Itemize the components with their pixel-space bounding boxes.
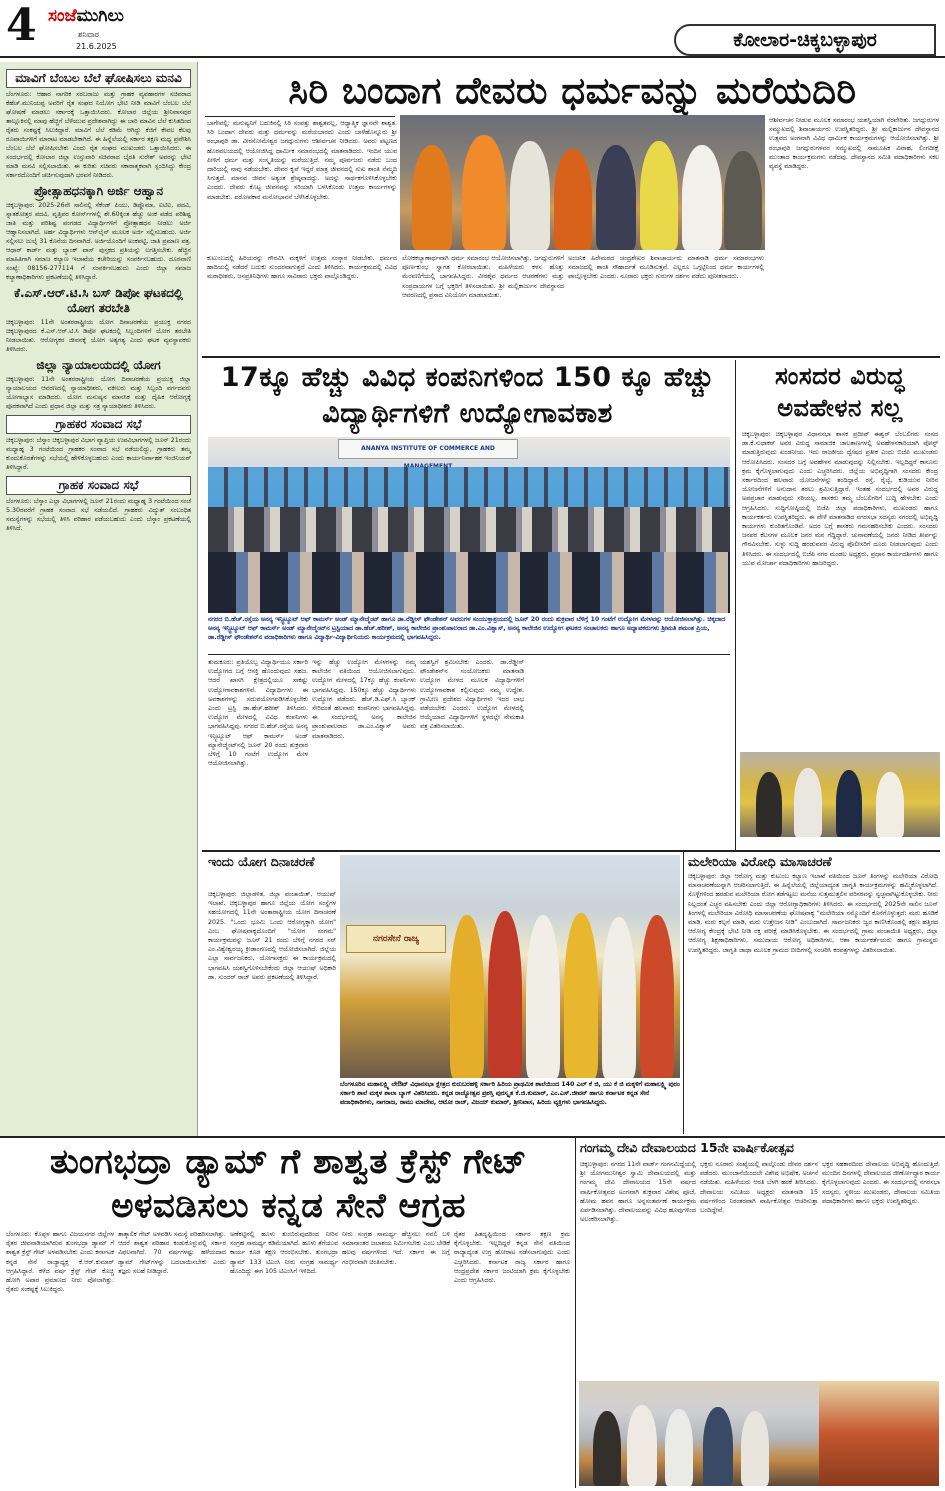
institute-banner: ANANYA INSTITUTE OF COMMERCE AND bbox=[338, 439, 518, 459]
story6-col2: ತಾತ್ಕಾಲಿಕ ಗೇಟ್ ಅಳವಡಿಸಿ ಸಮಸ್ಯೆ ಪರಿಹರಿಸಲಾಗಿತ್ತು. ಆದರೆ ಶಾಶ್ವತ ಪರಿಹಾರ ಕಂಡುಕೊಳ್ಳುವಲ್ಲಿ ಸರ್ಕಾರ ವಿಫಲವಾಗಿದೆ. 70 ವರ್ಷಗಳಷ್ಟು ಹಳೆಯದಾದ ಡ್ಯಾಮ್ ಗೇಟ್‌ಗಳನ್ನು ಬದಲಾಯಿಸಬೇಕು ಎಂದು ತಜ್ಞರು ಸಲಹೆ ನೀಡಿದ್ದಾರೆ. bbox=[118, 1231, 226, 1275]
brief-3-title: ಕೆ.ಎಸ್.ಆರ್.ಟಿ.ಸಿ ಬಸ್ ಡಿಪೋ ಘಟಕದಲ್ಲಿ ಯೋಗ ತರಬೇತಿ bbox=[14, 286, 183, 315]
front-seated-row bbox=[208, 552, 730, 613]
story3-text: ಚಿಕ್ಕಬಳ್ಳಾಪುರ: ಚಿಕ್ಕಬಳ್ಳಾಪುರ ವಿಧಾನಸಭಾ ಶಾಸಕ ಪ್ರದೀಪ್ ಈಶ್ವರ್ ಬೆಂಬಲಿಗರು ಸಂಸದ ಡಾ.ಕೆ.ಸುಧಾಕರ್ ಅವರ ವಿರುದ್ಧ ಸಾಮಾಜಿಕ ಜಾಲತಾಣಗಳಲ್ಲಿ ಅವಹೇಳನಕಾರಿಯಾಗಿ ಪೋಸ್ಟ್ ಮಾಡುತ್ತಿರುವುದು ಖಂಡನೀಯ. ಇದು ರಾಜಕೀಯ ದ್ವೇಷದ ಪ್ರತೀಕ ಎಂದು ಬಿಜೆಪಿ ಮುಖಂಡರು ಆರೋಪಿಸಿದರು. ಸಂಸದರ ಬಗ್ಗೆ ಅವಹೇಳನ ಮಾಡುವುದನ್ನು ನಿಲ್ಲಿಸಬೇಕು. ಇಲ್ಲದಿದ್ದರೆ ಕಾನೂನು ಕ್ರಮ ಕೈಗೊಳ್ಳಲಾಗುವುದು ಎಂದು ಎಚ್ಚರಿಸಿದರು. ಜಿಲ್ಲೆಯ ಅಭಿವೃದ್ಧಿಗಾಗಿ ಸಂಸದರು ಕೇಂದ್ರ ಸರ್ಕಾರದಿಂದ ಹಲವಾರು ಯೋಜನೆಗಳನ್ನು ತಂದಿದ್ದಾರೆ. ರಸ್ತೆ, ರೈಲ್ವೆ, ಕುಡಿಯುವ ನೀರಿನ ಯೋಜನೆಗಳಿಗೆ ಅನುದಾನ ತರಲು ಶ್ರಮಿಸುತ್ತಿದ್ದಾರೆ. ಇಂತಹ ಸಂದರ್ಭದಲ್ಲಿ ಅವರ ವಿರುದ್ಧ ಅಪಪ್ರಚಾರ ಮಾಡುವುದು ಸರಿಯಲ್ಲ. ಶಾಸಕರು ತಮ್ಮ ಬೆಂಬಲಿಗರಿಗೆ ಬುದ್ಧಿ ಹೇಳಬೇಕು ಎಂದು ಆಗ್ರಹಿಸಿದರು. ಸುದ್ದಿಗೋಷ್ಠಿಯಲ್ಲಿ ಬಿಜೆಪಿ ಜಿಲ್ಲಾ ಪದಾಧಿಕಾರಿಗಳು, ಮುಖಂಡರು ಹಾಗೂ ಕಾರ್ಯಕರ್ತರು ಉಪಸ್ಥಿತರಿದ್ದರು. ಈ ವೇಳೆ ಮಾತನಾಡಿದ ನಗರಸಭಾ ಸದಸ್ಯರು ನಗರದಲ್ಲಿ ಅಭಿವೃದ್ಧಿ ಕಾರ್ಯಗಳು ಕುಂಠಿತಗೊಂಡಿವೆ. ಅದರ ಬಗ್ಗೆ ಶಾಸಕರು ಗಮನಹರಿಸಬೇಕು ಎಂದರು. ಸಂಸದರು ಜನಪರ ಕೆಲಸಗಳ ಮೂಲಕ ಜನರ ಮನ ಗೆದ್ದಿದ್ದಾರೆ. ಚುನಾವಣೆಯಲ್ಲಿ ಜನರು ನೀಡಿದ ತೀರ್ಪನ್ನು ಗೌರವಿಸಬೇಕು. ಸುಳ್ಳು ಸುದ್ದಿ ಹರಡುವವರ ವಿರುದ್ಧ ಪೊಲೀಸರಿಗೆ ದೂರು ನೀಡಲಾಗುವುದು ಎಂದು ತಿಳಿಸಿದರು. ಈ ಸಂದರ್ಭದಲ್ಲಿ ಬಿಜೆಪಿ ನಗರ ಮಂಡಲ ಅಧ್ಯಕ್ಷರು, ಪ್ರಧಾನ ಕಾರ್ಯದರ್ಶಿಗಳು ಹಾಗೂ ಯುವ ಮೋರ್ಚಾ ಪದಾಧಿಕಾರಿಗಳು ಹಾಜರಿದ್ದರು. bbox=[742, 431, 938, 567]
story7-col3: ಭಕ್ತರ ಸಹಕಾರದಿಂದ ದೇವಾಲಯ ಅಭಿವೃದ್ಧಿ ಹೊಂದುತ್ತಿದೆ. ಮುಂದಿನ ದಿನಗಳಲ್ಲಿ ದೇವಾಲಯದ ಜೀರ್ಣೋದ್ಧಾರ ಕಾರ್ಯ ಕೈಗೊಳ್ಳಲಾಗುವುದು ಎಂದರು. ಈ ಸಂದರ್ಭದಲ್ಲಿ ನಗರಸಭಾ ಸದಸ್ಯರು, ಸ್ಥಳೀಯ ಮುಖಂಡರು, ದೇವಾಲಯ ಸಮಿತಿಯ ಪದಾಧಿಕಾರಿಗಳು ಹಾಗೂ ಭಕ್ತರು ಉಪಸ್ಥಿತರಿದ್ದರು. bbox=[822, 1161, 940, 1205]
story2-group-photo bbox=[208, 437, 730, 613]
story2-headline: 17ಕ್ಕೂ ಹೆಚ್ಚು ವಿವಿಧ ಕಂಪನಿಗಳಿಂದ 150 ಕ್ಕೂ ಹೆಚ್ಚು ವಿದ್ಯಾರ್ಥಿಗಳಿಗೆ ಉದ್ಯೋಗಾವಕಾಶ bbox=[220, 362, 715, 429]
divider bbox=[202, 356, 940, 358]
story2-caption: ನಗರದ ಬಿ.ಹೆಚ್.ರಸ್ತೆಯ ಅನನ್ಯ ಇನ್ಸ್ಟಿಟ್ಯೂಟ್ ಆಫ್ ಕಾಮರ್ಸ್ ಅಂಡ್ ಮ್ಯಾನೇಜ್ಮೆಂಟ್ ಹಾಗೂ ಡಾ.ರೆಡ್ಡೀಸ್ ಫೌಂಡೇಶನ್ ಅವರುಗಳ ಸಂಯುಕ್ತಾಶ್ರಯದಲ್ಲಿ ಜೂನ್ 20 ರಂದು ಶುಕ್ರವಾರ ಬೆಳಿಗ್ಗೆ 10 ಗಂಟೆಗೆ ಉದ್ಯೋಗ ಮೇಳವನ್ನು ಆಯೋಜಿಸಲಾಗಿತ್ತು. ಚಿಕ್ಕದಾದ ಅನನ್ಯ ಇನ್ಸ್ಟಿಟ್ಯೂಟ್ ಆಫ್ ಕಾಮರ್ಸ್ ಅಂಡ್ ಮ್ಯಾನೇಜ್ಮೆಂಟ್‌ನ ಟ್ರಸ್ಟಿಯಾದ ಡಾ.ಹೆಚ್.ಹರೀಶ್, ಅನನ್ಯ ಕಾಲೇಜಿನ ಪ್ರಾಂಶುಪಾಲರಾದ ಡಾ.ಎಂ.ವಿಶ್ವಾಸ್, ಅನನ್ಯ ಕಾಲೇಜಿನ ಉದ್ಯೋಗ ಘಟಕದ ಸಂಚಾಲಕರು ಹಾಗೂ ಅಧ್ಯಾಪಕರುಗಳು ಶ್ರೀಮತಿ ಶಮಂತ ಪ್ರಿಯ, ಡಾ.ರೆಡ್ಡೀಸ್ ಫೌಂಡೇಶನ್‌ನ ಪದಾಧಿಕಾರಿಗಳು ಹಾಗೂ ವಿದ್ಯಾರ್ಥಿ-ವಿದ್ಯಾರ್ಥಿನಿಯರು ಕಾರ್ಯಕ್ರಮದಲ್ಲಿ ಭಾಗವಹಿಸಿದ್ದರು. bbox=[208, 616, 726, 641]
brief-6-text: ಬೆಂಗಳೂರು: ಬೆಸ್ಕಾಂ ಎಲ್ಲಾ ವಿಭಾಗಗಳಲ್ಲಿ ಜೂನ್ 21ರಂದು ಮಧ್ಯಾಹ್ನ 3 ಗಂಟೆಯಿಂದ ಸಂಜೆ 5.30ರವರೆಗೆ ಗ್ರಾಹಕ ಸಂವಾದ ಸಭೆ ನಡೆಯಲಿದೆ. ಗ್ರಾಹಕರು ವಿದ್ಯುತ್ ಸಂಬಂಧಿತ ಸಮಸ್ಯೆಗಳನ್ನು ಸಭೆಯಲ್ಲಿ ತಿಳಿಸಿ ಪರಿಹಾರ ಪಡೆಯಬಹುದು ಎಂದು ಬೆಸ್ಕಾಂ ಪ್ರಕಟಣೆಯಲ್ಲಿ ತಿಳಿಸಿದೆ. bbox=[6, 498, 192, 532]
brief-5-text: ಚಿಕ್ಕಬಳ್ಳಾಪುರ: ಬೆಸ್ಕಾಂ ಚಿಕ್ಕಬಳ್ಳಾಪುರ ವಿಭಾಗ ವ್ಯಾಪ್ತಿಯ ಉಪವಿಭಾಗಗಳಲ್ಲಿ ಜೂನ್ 21ರಂದು ಮಧ್ಯಾಹ್ನ 3 ಗಂಟೆಯಿಂದ ಗ್ರಾಹಕರ ಸಂವಾದ ಸಭೆ ನಡೆಯಲಿದ್ದು, ಗ್ರಾಹಕರು ತಮ್ಮ ಕುಂದುಕೊರತೆಗಳನ್ನು ಸಭೆಯಲ್ಲಿ ಹೇಳಿಕೊಳ್ಳಬಹುದು ಎಂದು ಕಾರ್ಯನಿರ್ವಾಹಕ ಇಂಜಿನಿಯರ್ ತಿಳಿಸಿದ್ದಾರೆ. bbox=[6, 437, 191, 471]
students-back-row bbox=[208, 467, 730, 507]
left-news-column bbox=[0, 62, 198, 1136]
story6-col3: ಅಣೆಕಟ್ಟಿನಲ್ಲಿ ಹೂಳು ತುಂಬಿರುವುದರಿಂದ ನೀರಿನ ಸಂಗ್ರಹ ಸಾಮರ್ಥ್ಯ ಕಡಿಮೆಯಾಗಿದೆ. ಹೂಳು ತೆಗೆಯುವ ಕಾರ್ಯ ಕೂಡ ತಕ್ಷಣ ಆರಂಭಿಸಬೇಕು. ತುಂಗಭದ್ರಾ ಡ್ಯಾಮ್ 133 ಟಿಎಂಸಿ ನೀರು ಸಂಗ್ರಹ ಸಾಮರ್ಥ್ಯ ಹೊಂದಿದ್ದು ಈಗ 105 ಟಿಎಂಸಿಗೆ ಇಳಿದಿದೆ. bbox=[230, 1231, 338, 1275]
story2-col2: ಇನ್ನು ಹೆಚ್ಚು ಉದ್ಯೋಗ ಮೇಳಗಳನ್ನು ನಮ್ಮ ಕಾಲೇಜಿನ ವತಿಯಿಂದ ಆಯೋಜಿಸಲಾಗುವುದು. ಉದ್ಯೋಗ ಮೇಳದಲ್ಲಿ 17ಕ್ಕೂ ಹೆಚ್ಚು ಕಂಪನಿಗಳು ಭಾಗವಹಿಸಿದ್ದವು. 150ಕ್ಕೂ ಹೆಚ್ಚು ವಿದ್ಯಾರ್ಥಿಗಳು ಉದ್ಯೋಗ ಪಡೆದರು. ಹೆಚ್.ಡಿ.ಎಫ್.ಸಿ ಬ್ಯಾಂಕ್ ಸೇರಿದಂತೆ ಹಲವಾರು ಕಂಪನಿಗಳು ಭಾಗವಹಿಸಿದ್ದವು. ಈ ಸಂದರ್ಭದಲ್ಲಿ ಅನನ್ಯ ಕಾಲೇಜಿನ ಪ್ರಾಂಶುಪಾಲರಾದ ಡಾ.ಎಂ.ವಿಶ್ವಾಸ್ ಅವರು ಮಾತನಾಡಿದರು. bbox=[312, 659, 416, 740]
story7-col2: ಭಕ್ತರು ನೂರಾರು ಸಂಖ್ಯೆಯಲ್ಲಿ ಪಾಲ್ಗೊಂಡು ದೇವರ ದರ್ಶನ ಪಡೆದರು. ಮುಂಜಾನೆಯಿಂದಲೇ ವಿಶೇಷ ಅಭಿಷೇಕ, ಅರ್ಚನೆ ನಡೆಯಿತು. ಮಹಿಳೆಯರು ಆರತಿ ಬೆಳಗಿ ಹರಕೆ ತೀರಿಸಿದರು. ದೇವಾಲಯ ಸಮಿತಿಯ ಅಧ್ಯಕ್ಷರು ಮಾತನಾಡಿ 15 ವರ್ಷಗಳಿಂದ ನಿರಂತರವಾಗಿ ವಾರ್ಷಿಕೋತ್ಸವ ಆಚರಿಸುತ್ತಾ ಬಂದಿದ್ದೇವೆ. bbox=[700, 1161, 818, 1215]
divider bbox=[735, 360, 736, 850]
divider bbox=[205, 116, 395, 117]
story2-col1: ತುಮಕೂರು: ಪ್ರತಿಯೊಬ್ಬ ವಿದ್ಯಾರ್ಥಿಯೂ ಸರ್ಕಾರಿ ಉದ್ಯೋಗದ ಬಗ್ಗೆ ಆಸಕ್ತಿ ಹೊಂದುವುದು ಸಹಜ. ಆದರೆ ಖಾಸಗಿ ಕ್ಷೇತ್ರದಲ್ಲಿಯೂ ಸಾಕಷ್ಟು ಉದ್ಯೋಗಾವಕಾಶಗಳಿವೆ. ವಿದ್ಯಾರ್ಥಿಗಳು ಈ ಅವಕಾಶಗಳನ್ನು ಸದುಪಯೋಗಪಡಿಸಿಕೊಳ್ಳಬೇಕು ಎಂದು ಟ್ರಸ್ಟಿ ಡಾ.ಹೆಚ್.ಹರೀಶ್ ತಿಳಿಸಿದರು. ಉದ್ಯೋಗ ಮೇಳದಲ್ಲಿ ವಿವಿಧ ಕಂಪನಿಗಳು ಭಾಗವಹಿಸಿದ್ದವು. ನಗರದ ಬಿ.ಹೆಚ್.ರಸ್ತೆಯ ಅನನ್ಯ ಇನ್ಸ್ಟಿಟ್ಯೂಟ್ ಆಫ್ ಕಾಮರ್ಸ್ ಅಂಡ್ ಮ್ಯಾನೇಜ್ಮೆಂಟ್‌ನಲ್ಲಿ ಜೂನ್ 20 ರಂದು ಶುಕ್ರವಾರ ಬೆಳಿಗ್ಗೆ 10 ಗಂಟೆಗೆ ಉದ್ಯೋಗ ಮೇಳ ಆಯೋಜಿಸಲಾಗಿತ್ತು. bbox=[208, 659, 308, 768]
paper-date: 21.6.2025 bbox=[76, 42, 117, 51]
story1-col1: ಬಾಗೇಪಲ್ಲಿ: ಮನುಷ್ಯನಿಗೆ ಬದುಕಿನಲ್ಲಿ ಸಿರಿ ಸಂಪತ್ತು ಶಾಶ್ವತವಲ್ಲ, ಆಧ್ಯಾತ್ಮಿಕ ಜ್ಞಾನವೇ ಶಾಶ್ವತ. ಸಿರಿ ಬಂದಾಗ ದೇವರು ಮತ್ತು ಧರ್ಮವನ್ನು ಮರೆಯಬಾರದು ಎಂದು ಬಾಳೆಹೊನ್ನೂರು ಶ್ರೀ ರಂಭಾಪುರಿ ಡಾ. ವೀರಸೋಮೇಶ್ವರ ಜಗದ್ಗುರುಗಳು ಆಶೀರ್ವಚನ ನೀಡಿದರು. ಅವರು ಪಟ್ಟಣದ ಹೊರವಲಯದಲ್ಲಿ ಆಯೋಜಿಸಿದ್ದ ಧಾರ್ಮಿಕ ಸಮಾರಂಭದಲ್ಲಿ ಮಾತನಾಡಿದರು. ಇಂದಿನ ಯುವ ಪೀಳಿಗೆ ಧರ್ಮ ಮತ್ತು ಸಂಸ್ಕೃತಿಯನ್ನು ಮರೆಯುತ್ತಿದೆ. ನಮ್ಮ ಪೂರ್ವಜರು ನಡೆದು ಬಂದ ದಾರಿಯಲ್ಲಿ ನಾವು ನಡೆಯಬೇಕು. ದೇವರ ಕೃಪೆ ಇದ್ದರೆ ಮಾತ್ರ ಜೀವನದಲ್ಲಿ ಸುಖ ಶಾಂತಿ ನೆಮ್ಮದಿ ಸಿಗುತ್ತದೆ. ಮಾನವ ಜೀವನ ಅತ್ಯಂತ ಶ್ರೇಷ್ಠವಾದದ್ದು. ಅದನ್ನು ಸಾರ್ಥಕಗೊಳಿಸಿಕೊಳ್ಳಬೇಕು ಎಂದರು. ದೇವರು ಕೊಟ್ಟ ಜೀವನವನ್ನು ಸರಿಯಾಗಿ ಬಳಸಿಕೊಂಡು ಉತ್ತಮ ಕಾರ್ಯಗಳನ್ನು ಮಾಡಬೇಕು. ಪರೋಪಕಾರ ಮನೋಭಾವನೆ ಬೆಳೆಸಿಕೊಳ್ಳಬೇಕು. bbox=[207, 120, 397, 201]
person-figure bbox=[724, 151, 762, 250]
story7-photo bbox=[579, 1381, 939, 1486]
person-figure bbox=[682, 145, 722, 250]
divider bbox=[575, 1138, 576, 1488]
divider bbox=[0, 1136, 945, 1138]
region-banner: ಕೋಲಾರ-ಚಿಕ್ಕಬಳ್ಳಾಪುರ bbox=[674, 24, 936, 56]
story6-col1: ಬೆಂಗಳೂರು: ಕೊಪ್ಪಳ ಹಾಗೂ ವಿಜಯನಗರ ಜಿಲ್ಲೆಗಳ ರೈತರ ಜೀವನಾಡಿಯಾಗಿರುವ ತುಂಗಭದ್ರಾ ಡ್ಯಾಮ್ ಗೆ ಶಾಶ್ವತ ಕ್ರೆಸ್ಟ್ ಗೇಟ್ ಅಳವಡಿಸಬೇಕು ಎಂದು ಕರ್ನಾಟಕ ಕನ್ನಡ ಸೇನೆ ರಾಜ್ಯಾಧ್ಯಕ್ಷ ಕೆ.ಆರ್.ಕುಮಾರ್ ಆಗ್ರಹಿಸಿದ್ದಾರೆ. ಕಳೆದ ವರ್ಷ ಕ್ರೆಸ್ಟ್ ಗೇಟ್ ಕೊಚ್ಚಿ ಹೋಗಿ ಅಪಾರ ಪ್ರಮಾಣದ ನೀರು ಪೋಲಾಗಿತ್ತು. ರೈತರು ಸಂಕಷ್ಟಕ್ಕೆ ಸಿಲುಕಿದ್ದರು. bbox=[6, 1231, 114, 1294]
person-figure bbox=[412, 145, 452, 250]
paper-name bbox=[48, 6, 124, 26]
page-number: 4 bbox=[6, 0, 37, 51]
person-figure bbox=[836, 770, 862, 837]
person-figure bbox=[554, 149, 592, 250]
person-figure bbox=[596, 145, 636, 250]
story6-col4: ನೀರು ಸಂಗ್ರಹ ಸಾಮರ್ಥ್ಯ ಹೆಚ್ಚಿಸಲು ನವಲಿ ಬಳಿ ಸಮಾನಾಂತರ ಜಲಾಶಯ ನಿರ್ಮಿಸಬೇಕು ಎಂಬ ಬೇಡಿಕೆ ಹಲವು ವರ್ಷಗಳಿಂದ ಇದೆ. ಸರ್ಕಾರ ಈ ಬಗ್ಗೆ ಗಂಭೀರವಾಗಿ ಚಿಂತಿಸಬೇಕು. bbox=[342, 1231, 450, 1266]
person-figure bbox=[526, 915, 560, 1078]
person-figure bbox=[593, 1411, 621, 1486]
brief-3-text: ಚಿಕ್ಕಬಳ್ಳಾಪುರ: 11ನೇ ಅಂತರರಾಷ್ಟ್ರೀಯ ಯೋಗ ದಿನಾಚರಣೆಯ ಪ್ರಯುಕ್ತ ನಗರದ ಚಿಕ್ಕಬಳ್ಳಾಪುರದ ಕೆ.ಎಸ್.ಆರ್.ಟಿ.ಸಿ ಡಿಪೋ ಘಟಕದಲ್ಲಿ ಸಿಬ್ಬಂದಿಗಳಿಗೆ ಯೋಗ ತರಬೇತಿ ನೀಡಲಾಯಿತು. ಆರೋಗ್ಯಕರ ಜೀವನಕ್ಕೆ ಯೋಗ ಅತ್ಯಗತ್ಯ ಎಂದು ಘಟಕ ವ್ಯವಸ್ಥಾಪಕರು ತಿಳಿಸಿದರು. bbox=[6, 319, 191, 353]
paper-name-part2: ಮುಗಿಲು bbox=[76, 6, 124, 26]
person-figure bbox=[627, 1405, 657, 1486]
person-figure bbox=[462, 135, 506, 250]
story1-headline: ಸಿರಿ ಬಂದಾಗ ದೇವರು ಧರ್ಮವನ್ನು ಮರೆಯದಿರಿ bbox=[288, 69, 857, 112]
deity-shrine bbox=[819, 1381, 939, 1486]
story2-col3: ಯಶಸ್ವಿಗೆ ಶ್ರಮಿಸಬೇಕು ಎಂದರು. ಡಾ.ರೆಡ್ಡೀಸ್ ಫೌಂಡೇಶನ್‌ನ ಸಂಯೋಜಕರು ಮಾತನಾಡಿ ಉದ್ಯೋಗ ಮೇಳದ ಮೂಲಕ ವಿದ್ಯಾರ್ಥಿಗಳಿಗೆ ಉದ್ಯೋಗಾವಕಾಶ ಕಲ್ಪಿಸುವುದು ನಮ್ಮ ಉದ್ದೇಶ. ಗ್ರಾಮೀಣ ಪ್ರದೇಶದ ವಿದ್ಯಾರ್ಥಿಗಳು ಇದರ ಲಾಭ ಪಡೆಯಬೇಕು ಎಂದರು. ಉದ್ಯೋಗ ಮೇಳದಲ್ಲಿ ಆಯ್ಕೆಯಾದ ವಿದ್ಯಾರ್ಥಿಗಳಿಗೆ ಸ್ಥಳದಲ್ಲೇ ನೇಮಕಾತಿ ಪತ್ರ ವಿತರಿಸಲಾಯಿತು. bbox=[420, 659, 524, 731]
paper-name-part1: ಸಂಜೆ bbox=[48, 6, 77, 26]
story4-caption: ಬೆಂಗಳೂರಿನ ಮಹಾಲಕ್ಷ್ಮಿ ಲೇಔಟ್ ವಿಧಾನಸಭಾ ಕ್ಷೇತ್ರದ ಕುರುಬರಹಳ್ಳಿ ಸರ್ಕಾರಿ ಹಿರಿಯ ಪ್ರಾಥಮಿಕ ಶಾಲೆಯಿಂದ 140 ಎಲ್ ಕೆ ಜಿ, ಯು ಕೆ ಜಿ ಮಕ್ಕಳಿಗೆ ಮಹಾಲಕ್ಷ್ಮಿ ಪುರಂ ಸರ್ಕಾರಿ ಶಾಲೆ ಮಕ್ಕಳ ಶಾಲಾ ಬ್ಯಾಗ್ ವಿತರಿಸಿದರು. ಕನ್ನಡ ರಾಜ್ಯೋತ್ಸವ ಪ್ರಶಸ್ತಿ ಪುರಸ್ಕೃತ ಕೆ.ಜಿ.ಕುಮಾರ್, ಎಂ.ಎಸ್.ಜೀವನ್ ಹಾಗೂ ಕರ್ನಾಟಕ ಕನ್ನಡ ಸೇನೆ ಪದಾಧಿಕಾರಿಗಳು, ನಾಗರಾಜ, ರಾಮು ಮಾದೇವ, ಆಟೋ ರಾಜ್, ವಿಜಯ್ ಕುಮಾರ್, ಶ್ರೀನಿವಾಸ, ಹಿರಿಯ ವ್ಯಕ್ತಿಗಳು ಭಾಗವಹಿಸಿದ್ದರು. bbox=[340, 1081, 680, 1106]
person-figure bbox=[876, 772, 904, 837]
story6-headline: ತುಂಗಭದ್ರಾ ಡ್ಯಾಮ್ ಗೆ ಶಾಶ್ವತ ಕ್ರೆಸ್ಟ್ ಗೇಟ್ ಅಳವಡಿಸಲು ಕನ್ನಡ ಸೇನೆ ಆಗ್ರಹ bbox=[50, 1142, 527, 1226]
person-figure bbox=[640, 141, 678, 250]
person-figure bbox=[488, 911, 522, 1078]
person-figure bbox=[510, 141, 550, 250]
person-figure bbox=[640, 915, 674, 1078]
brief-1-title: ಮಾವಿಗೆ ಬೆಂಬಲ ಬೆಲೆ ಘೋಷಿಸಲು ಮನವಿ bbox=[6, 69, 191, 88]
story3-headline: ಸಂಸದರ ವಿರುದ್ಧ ಅವಹೇಳನ ಸಲ್ಲ bbox=[775, 362, 905, 422]
person-figure bbox=[794, 768, 822, 837]
students-middle-row bbox=[208, 507, 730, 552]
brief-4-text: ಚಿಕ್ಕಬಳ್ಳಾಪುರ: 11ನೇ ಅಂತರರಾಷ್ಟ್ರೀಯ ಯೋಗ ದಿನಾಚರಣೆಯ ಪ್ರಯುಕ್ತ ಜಿಲ್ಲಾ ನ್ಯಾಯಾಲಯದ ಆವರಣದಲ್ಲಿ ನ್ಯಾಯಾಧೀಶರು, ವಕೀಲರು ಮತ್ತು ಸಿಬ್ಬಂದಿ ವರ್ಗದವರು ಯೋಗಾಭ್ಯಾಸ ಮಾಡಿದರು. ಯೋಗ ಮನುಷ್ಯನ ಮಾನಸಿಕ ಮತ್ತು ದೈಹಿಕ ಆರೋಗ್ಯಕ್ಕೆ ಪೂರಕವಾಗಿದೆ ಎಂದು ಪ್ರಧಾನ ಜಿಲ್ಲಾ ಮತ್ತು ಸತ್ರ ನ್ಯಾಯಾಧೀಶರು ತಿಳಿಸಿದರು. bbox=[6, 376, 191, 410]
paper-day: ಶನಿವಾರ bbox=[78, 30, 100, 39]
person-figure bbox=[741, 1411, 769, 1486]
divider bbox=[208, 654, 730, 655]
person-figure bbox=[665, 1409, 693, 1486]
brief-6-title: ಗ್ರಾಹಕ ಸಂವಾದ ಸಭೆ bbox=[6, 476, 191, 495]
story4-photo bbox=[340, 855, 680, 1078]
brief-2-title: ಪ್ರೋತ್ಸಾಹಧನಕ್ಕಾಗಿ ಅರ್ಜಿ ಆಹ್ವಾನ bbox=[33, 184, 164, 198]
story4-headline: ಇಂದು ಯೋಗ ದಿನಾಚರಣೆ bbox=[208, 854, 315, 869]
story1-col5: ಆಶೀರ್ವಚನ ನೀಡುವ ಮೂಲಕ ಸಮಾರಂಭ ಯಶಸ್ವಿಯಾಗಿ ನೆರವೇರಿತು. ಜಗದ್ಗುರುಗಳ ಸಮ್ಮುಖದಲ್ಲಿ ಶಿವಾಚಾರ್ಯರು ಉಪಸ್ಥಿತರಿದ್ದರು. ಶ್ರೀ ಮಲ್ಲಿಕಾರ್ಜುನ ದೇವಸ್ಥಾನದ ಉತ್ಸವದ ಅಂಗವಾಗಿ ವಿವಿಧ ಧಾರ್ಮಿಕ ಕಾರ್ಯಕ್ರಮಗಳನ್ನು ಆಯೋಜಿಸಲಾಗಿತ್ತು. ಶ್ರೀ ರಂಭಾಪುರಿ ಜಗದ್ಗುರುಗಳವರ ಸಮ್ಮುಖದಲ್ಲಿ ಸಾಮೂಹಿಕ ವಿವಾಹ, ಲಿಂಗದೀಕ್ಷೆ ಮುಂತಾದ ಕಾರ್ಯಕ್ರಮಗಳು ನಡೆದವು. ದೇವಸ್ಥಾನದ ಸಮಿತಿ ಪದಾಧಿಕಾರಿಗಳು ಸಕಲ ವ್ಯವಸ್ಥೆ ಮಾಡಿದ್ದರು. bbox=[769, 117, 939, 171]
brief-4-title: ಜಿಲ್ಲಾ ನ್ಯಾಯಾಲಯದಲ್ಲಿ ಯೋಗ bbox=[36, 358, 161, 372]
story6-col5: ರೈತರ ಹಿತದೃಷ್ಟಿಯಿಂದ ಸರ್ಕಾರ ತಕ್ಷಣ ಕ್ರಮ ಕೈಗೊಳ್ಳಬೇಕು. ಇಲ್ಲದಿದ್ದರೆ ಕನ್ನಡ ಸೇನೆ ವತಿಯಿಂದ ರಾಜ್ಯಾದ್ಯಂತ ಉಗ್ರ ಹೋರಾಟ ನಡೆಸಲಾಗುವುದು ಎಂದು ಎಚ್ಚರಿಸಿದರು. ಕರ್ನಾಟಕ ರಾಜ್ಯ ಸರ್ಕಾರ ಹಾಗೂ ಆಂಧ್ರಪ್ರದೇಶ ಸರ್ಕಾರ ಜಂಟಿಯಾಗಿ ಕ್ರಮ ಕೈಗೊಳ್ಳಬೇಕು ಎಂದು ಆಗ್ರಹಿಸಿದರು. bbox=[454, 1231, 570, 1285]
brief-1-text: ಬೆಂಗಳೂರು: ಆಹಾರ ನಾಗರಿಕ ಸರಬರಾಜು ಮತ್ತು ಗ್ರಾಹಕ ವ್ಯವಹಾರಗಳ ಸಚಿವರಾದ ಕೆಹೆಚ್.ಮುನಿಯಪ್ಪ ಅವರಿಗೆ ರೈತ ಸಂಘದ ನಿಯೋಗ ಭೇಟಿ ನೀಡಿ ಮಾವಿಗೆ ಬೆಂಬಲ ಬೆಲೆ ಘೋಷಣೆ ಮಾಡಲು ಸರ್ಕಾರಕ್ಕೆ ಒತ್ತಾಯಿಸಿದರು. ಕೋಲಾರ ಜಿಲ್ಲೆಯ ಶ್ರೀನಿವಾಸಪುರ ತಾಲ್ಲೂಕಿನಲ್ಲಿ ಮಾವು ಹೆಚ್ಚಿಗೆ ಬೆಳೆಯುವ ಪ್ರದೇಶವಾಗಿದ್ದು ಈ ಬಾರಿ ಮಾವಿನ ಬೆಲೆ ಕುಸಿತದಿಂದ ರೈತರು ಸಂಕಷ್ಟಕ್ಕೆ ಸಿಲುಕಿದ್ದಾರೆ. ಮಾವಿಗೆ ಬೆಲೆ ಕಡಿಮೆ ಆಗಿದ್ದು ಕೆಜಿಗೆ ಕೇವಲ ಕೆಲವು ರೂಪಾಯಿಗಳಿಗೆ ಮಾರಾಟ ಮಾಡಬೇಕಾಗಿದೆ. ಈ ಹಿನ್ನೆಲೆಯಲ್ಲಿ ಸರ್ಕಾರ ತಕ್ಷಣ ಮಧ್ಯ ಪ್ರವೇಶಿಸಿ ಬೆಂಬಲ ಬೆಲೆ ಘೋಷಿಸಬೇಕು ಎಂದು ರೈತ ಸಂಘದ ಮುಖಂಡರು ಒತ್ತಾಯಿಸಿದರು. ಈ ಸಂದರ್ಭದಲ್ಲಿ ಕೋಲಾರ ಜಿಲ್ಲಾ ಉಸ್ತುವಾರಿ ಸಚಿವರಾದ ಬೈರತಿ ಸುರೇಶ್ ಅವರನ್ನು ಭೇಟಿ ಮಾಡಿ ಮನವಿ ಸಲ್ಲಿಸಲಾಯಿತು. ಈ ಕುರಿತು ಸಚಿವರು ಸಕಾರಾತ್ಮಕವಾಗಿ ಸ್ಪಂದಿಸಿದ್ದು ಕೇಂದ್ರ ಸರ್ಕಾರದೊಂದಿಗೆ ಚರ್ಚಿಸುವುದಾಗಿ ಭರವಸೆ ನೀಡಿದರು. bbox=[6, 91, 191, 179]
story4-text: ಚಿಕ್ಕಬಳ್ಳಾಪುರ: ಜಿಲ್ಲಾಡಳಿತ, ಜಿಲ್ಲಾ ಪಂಚಾಯಿತ್, ಆಯುಷ್ ಇಲಾಖೆ, ಚಿಕ್ಕಬಳ್ಳಾಪುರ ಹಾಗೂ ಜಿಲ್ಲೆಯ ಯೋಗ ಸಂಸ್ಥೆಗಳ ಸಹಯೋಗದಲ್ಲಿ 11ನೇ ಅಂತಾರಾಷ್ಟ್ರೀಯ ಯೋಗ ದಿನಾಚರಣೆ 2025. "ಒಂದು ಭೂಮಿ ಒಂದು ಆರೋಗ್ಯಕ್ಕಾಗಿ ಯೋಗ" ಎಂಬ ಘೋಷವಾಕ್ಯದೊಂದಿಗೆ "ಯೋಗ ಸಂಗಮ" ಕಾರ್ಯಕ್ರಮವನ್ನು ಜೂನ್ 21 ರಂದು ಬೆಳಿಗ್ಗೆ ನಗರದ ಸರ್ ಎಂ.ವಿಶ್ವೇಶ್ವರಯ್ಯ ಕ್ರೀಡಾಂಗಣದಲ್ಲಿ ಆಯೋಜಿಸಲಾಗಿದೆ. ಜಿಲ್ಲೆಯ ಎಲ್ಲಾ ಸಾರ್ವಜನಿಕರು, ಯೋಗಾಸಕ್ತರು ಈ ಕಾರ್ಯಕ್ರಮದಲ್ಲಿ ಭಾಗವಹಿಸಿ ಯಶಸ್ವಿಗೊಳಿಸಬೇಕೆಂದು ಜಿಲ್ಲಾ ಆಯುಷ್ ಅಧಿಕಾರಿ ಡಾ. ಸುಂದರ್ ರಾಜ್ ಅವರು ಪ್ರಕಟಣೆಯಲ್ಲಿ ತಿಳಿಸಿದ್ದಾರೆ. bbox=[208, 891, 336, 981]
story1-photo bbox=[400, 115, 765, 250]
person-figure bbox=[602, 917, 636, 1078]
story5-headline: ಮಲೇರಿಯಾ ವಿರೋಧಿ ಮಾಸಾಚರಣೆ bbox=[688, 854, 832, 869]
brief-5-title: ಗ್ರಾಹಕರ ಸಂವಾದ ಸಭೆ bbox=[6, 415, 191, 434]
story7-headline: ಗಂಗಮ್ಮ ದೇವಿ ದೇವಾಲಯದ 15ನೇ ವಾರ್ಷಿಕೋತ್ಸವ bbox=[580, 1140, 794, 1155]
divider bbox=[202, 850, 940, 852]
story5-text: ಚಿಕ್ಕಬಳ್ಳಾಪುರ: ಜಿಲ್ಲಾ ಆರೋಗ್ಯ ಮತ್ತು ಕುಟುಂಬ ಕಲ್ಯಾಣ ಇಲಾಖೆ ವತಿಯಿಂದ ಜೂನ್ ತಿಂಗಳನ್ನು ಮಲೇರಿಯಾ ವಿರೋಧಿ ಮಾಸಾಚರಣೆಯನ್ನಾಗಿ ಆಚರಿಸಲಾಗುತ್ತಿದೆ. ಈ ಹಿನ್ನೆಲೆಯಲ್ಲಿ ಜಿಲ್ಲೆಯಾದ್ಯಂತ ಜಾಗೃತಿ ಕಾರ್ಯಕ್ರಮಗಳನ್ನು ಹಮ್ಮಿಕೊಳ್ಳಲಾಗಿದೆ. ಸೊಳ್ಳೆಗಳಿಂದ ಹರಡುವ ಮಲೇರಿಯಾ ರೋಗ ತಡೆಗಟ್ಟಲು ಮನೆಯ ಸುತ್ತಮುತ್ತಲಿನ ಪರಿಸರವನ್ನು ಸ್ವಚ್ಛವಾಗಿಟ್ಟುಕೊಳ್ಳಬೇಕು. ನೀರು ನಿಲ್ಲದಂತೆ ಎಚ್ಚರ ವಹಿಸಬೇಕು ಎಂದು ಜಿಲ್ಲಾ ಆರೋಗ್ಯಾಧಿಕಾರಿಗಳು ತಿಳಿಸಿದರು. ಈ ಸಂದರ್ಭದಲ್ಲಿ 2025ನೇ ಸಾಲಿನ ಜೂನ್ ತಿಂಗಳಲ್ಲಿ ಮಲೇರಿಯಾ ವಿರೋಧಿ ಮಾಸಾಚರಣೆಯ ಘೋಷವಾಕ್ಯ "ಮಲೇರಿಯಾ ನಮ್ಮೊಂದಿಗೆ ಕೊನೆಗೊಳ್ಳುತ್ತದೆ: ಮರು ಹೂಡಿಕೆ ಮಾಡಿ, ಮರು ಕಲ್ಪನೆ ಮಾಡಿ, ಮರು ಉತ್ತೇಜನ ನೀಡಿ" ಎಂಬುದಾಗಿದೆ. ಸಾರ್ವಜನಿಕರು ಜ್ವರ ಕಾಣಿಸಿಕೊಂಡಲ್ಲಿ ತಕ್ಷಣ ಹತ್ತಿರದ ಆರೋಗ್ಯ ಕೇಂದ್ರಕ್ಕೆ ಭೇಟಿ ನೀಡಿ ರಕ್ತ ಪರೀಕ್ಷೆ ಮಾಡಿಸಿಕೊಳ್ಳಬೇಕು. ಈ ಸಂದರ್ಭದಲ್ಲಿ ಗ್ರಾಮ ಪಂಚಾಯಿತಿ ಅಧ್ಯಕ್ಷರು, ಜಿಲ್ಲಾ ಆರೋಗ್ಯ ಶಿಕ್ಷಣಾಧಿಕಾರಿಗಳು, ಸಮುದಾಯ ಆರೋಗ್ಯ ಅಧಿಕಾರಿಗಳು, ಆಶಾ ಕಾರ್ಯಕರ್ತೆಯರು ಹಾಗೂ ಗ್ರಾಮಸ್ಥರು ಉಪಸ್ಥಿತರಿದ್ದರು. ಜಾಗೃತಿ ಜಾಥಾ ಮೂಲಕ ಗ್ರಾಮದ ಬೀದಿಗಳಲ್ಲಿ ಸಂಚರಿಸಿ ಕರಪತ್ರಗಳನ್ನು ವಿತರಿಸಲಾಯಿತು. bbox=[688, 873, 938, 954]
story7-col1: ಚಿಕ್ಕಬಳ್ಳಾಪುರ: ನಗರದ 11ನೇ ವಾರ್ಡ್ ಗಂಗನಮಿದ್ದೆಯಲ್ಲಿ ಶ್ರೀ ಯೋಗಮುನೀಶ್ವರ ಸ್ವಾಮಿ ದೇವಾಲಯದಲ್ಲಿ ಮತ್ತು ಗಂಗಮ್ಮ ದೇವಿ ದೇವಾಲಯದ 15ನೇ ವರ್ಷದ ವಾರ್ಷಿಕೋತ್ಸವದ ಅಂಗವಾಗಿ ಶುಕ್ರವಾರ ವಿಶೇಷ ಪೂಜೆ, ಹೋಮ ಹವನ ಹಾಗೂ ಅನ್ನಸಂತರ್ಪಣೆ ಕಾರ್ಯಕ್ರಮ ಏರ್ಪಡಿಸಲಾಗಿತ್ತು. ದೇವಾಲಯವನ್ನು ವಿವಿಧ ಹೂವುಗಳಿಂದ ಅಲಂಕರಿಸಲಾಗಿತ್ತು. bbox=[580, 1161, 696, 1224]
person-figure bbox=[450, 915, 484, 1078]
bus-sign: ನಗರಸೇನೆ ರಾಜ್ಯ bbox=[346, 925, 446, 953]
person-figure bbox=[703, 1407, 733, 1486]
story1-col3: ಲೋಕಕಲ್ಯಾಣಾರ್ಥವಾಗಿ ಧರ್ಮ ಸಮಾರಂಭ ಆಯೋಜಿಸಲಾಗಿತ್ತು. ಜಗದ್ಗುರುಗಳಿಗೆ ಪೂರ್ಣಕುಂಭ ಸ್ವಾಗತ ಕೋರಲಾಯಿತು. ಮಹಿಳೆಯರು ಕಳಸ ಹೊತ್ತು ಮೆರವಣಿಗೆಯಲ್ಲಿ ಭಾಗವಹಿಸಿದ್ದರು. ವೀರಶೈವ ಧರ್ಮದ ಆಚರಣೆಗಳು ಮತ್ತು ಸಂಪ್ರದಾಯಗಳ ಬಗ್ಗೆ ಭಕ್ತರಿಗೆ ತಿಳಿಸಲಾಯಿತು. ಶ್ರೀ ಮಲ್ಲಿಕಾರ್ಜುನ ದೇವಸ್ಥಾನದ ಆವರಣದಲ್ಲಿ ಪ್ರಸಾದ ವಿನಿಯೋಗ ಮಾಡಲಾಯಿತು. bbox=[402, 255, 564, 299]
divider bbox=[683, 852, 684, 1134]
story1-col2: ಕುಟುಂಬದಲ್ಲಿ ಹಿರಿಯರನ್ನು ಗೌರವಿಸಿ ಮಕ್ಕಳಿಗೆ ಉತ್ತಮ ಸಂಸ್ಕಾರ ನೀಡಬೇಕು. ಧರ್ಮದ ಹಾದಿಯಲ್ಲಿ ನಡೆದರೆ ಬದುಕು ಸುಂದರವಾಗುತ್ತದೆ ಎಂದು ತಿಳಿಸಿದರು. ಕಾರ್ಯಕ್ರಮದಲ್ಲಿ ವಿವಿಧ ಮಠಾಧೀಶರು, ಜನಪ್ರತಿನಿಧಿಗಳು ಹಾಗೂ ಸಾವಿರಾರು ಭಕ್ತರು ಪಾಲ್ಗೊಂಡಿದ್ದರು. bbox=[207, 255, 397, 281]
story1-col4: ಅಂಜನಿಕ ಹಿರೇಮಠದ ಚಂದ್ರಶೇಖರ ಶಿವಾಚಾರ್ಯರು ಮಾತನಾಡಿ ಧರ್ಮ ಸಮಾರಂಭಗಳು ಸಮಾಜದಲ್ಲಿ ಶಾಂತಿ ಸೌಹಾರ್ದತೆ ಮೂಡಿಸುತ್ತವೆ. ಎಲ್ಲರೂ ಒಗ್ಗಟ್ಟಿನಿಂದ ಧರ್ಮ ಕಾರ್ಯಗಳಲ್ಲಿ ಪಾಲ್ಗೊಳ್ಳಬೇಕು ಎಂದರು. ನೂರಾರು ಭಕ್ತರು ಗುರುಗಳ ದರ್ಶನ ಪಡೆದು ಪುನೀತರಾದರು. bbox=[568, 255, 764, 281]
person-figure bbox=[564, 913, 598, 1078]
brief-2-text: ಚಿಕ್ಕಬಳ್ಳಾಪುರ: 2025-26ನೇ ಸಾಲಿನಲ್ಲಿ ಸೆಕೆಂಡ್ ಪಿಯು, ಡಿಪ್ಲೊಮಾ, ಐಟಿಐ, ಪದವಿ, ಸ್ನಾತಕೋತ್ತರ ಪದವಿ, ವೃತ್ತಿಪರ ಕೋರ್ಸ್‌ಗಳಲ್ಲಿ ಶೇ.60ಕ್ಕಿಂತ ಹೆಚ್ಚು ಅಂಕ ಪಡೆದ ಪರಿಶಿಷ್ಟ ಜಾತಿ ಮತ್ತು ಪರಿಶಿಷ್ಟ ಪಂಗಡದ ವಿದ್ಯಾರ್ಥಿಗಳಿಗೆ ಪ್ರೋತ್ಸಾಹಧನ ನೀಡಲು ಅರ್ಜಿ ಆಹ್ವಾನಿಸಲಾಗಿದೆ. ಅರ್ಹ ವಿದ್ಯಾರ್ಥಿಗಳು ಆನ್‌ಲೈನ್ ಮೂಲಕ ಅರ್ಜಿ ಸಲ್ಲಿಸಬಹುದು. ಅರ್ಜಿ ಸಲ್ಲಿಸಲು ಜುಲೈ 31 ಕೊನೆಯ ದಿನವಾಗಿದೆ. ಅರ್ಜಿಯೊಂದಿಗೆ ಅಂಕಪಟ್ಟಿ, ಜಾತಿ ಪ್ರಮಾಣ ಪತ್ರ, ಆಧಾರ್ ಕಾರ್ಡ್ ಮತ್ತು ಬ್ಯಾಂಕ್ ಪಾಸ್ ಪುಸ್ತಕದ ಪ್ರತಿಯನ್ನು ಲಗತ್ತಿಸಬೇಕು. ಹೆಚ್ಚಿನ ಮಾಹಿತಿಗಾಗಿ ಸಮಾಜ ಕಲ್ಯಾಣ ಇಲಾಖೆಯ ಕಚೇರಿಯನ್ನು ಸಂಪರ್ಕಿಸಬಹುದು. ದೂರವಾಣಿ ಸಂಖ್ಯೆ: 08156-277114 ಗೆ ಸಂಪರ್ಕಿಸಬಹುದು ಎಂದು ಜಿಲ್ಲಾ ಸಮಾಜ ಕಲ್ಯಾಣಾಧಿಕಾರಿಗಳು ಪ್ರಕಟಣೆಯಲ್ಲಿ ತಿಳಿಸಿದ್ದಾರೆ. bbox=[6, 202, 191, 281]
masthead bbox=[0, 0, 945, 58]
person-figure bbox=[756, 772, 782, 837]
story3-photo bbox=[740, 752, 940, 837]
